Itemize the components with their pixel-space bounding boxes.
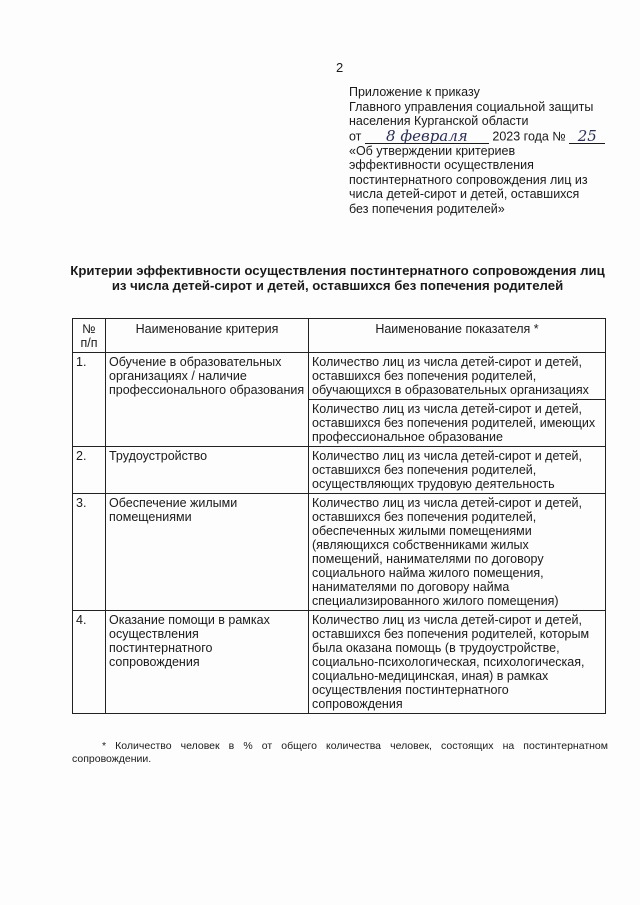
order-date-line: [349, 126, 614, 145]
subject-line: эффективности осуществления: [349, 158, 534, 172]
row-indicator: Количество лиц из числа детей-сирот и детей, оставшихся без попечения родителей, которым была оказана помощь (в трудоустройстве, социально-психологическая, психологическая, социально-медицинская, иная) в рамках осуществления постинтернатного сопровождения: [309, 611, 606, 714]
table-header-row: [73, 319, 606, 353]
row-criterion: Обеспечение жилыми помещениями: [106, 494, 309, 611]
subject-line: без попечения родителей»: [349, 201, 505, 216]
order-number-blank: [569, 126, 605, 145]
header-num: № п/п: [73, 319, 106, 353]
footnote: * Количество человек в % от общего количества человек, состоящих на постинтернатном сопровождении.: [72, 740, 608, 765]
header-line: Приложение к приказу: [349, 85, 480, 99]
handwritten-date: 8 февраля: [386, 126, 468, 145]
subject-line: числа детей-сирот и детей, оставшихся: [349, 187, 580, 201]
header-indicator: Наименование показателя *: [309, 319, 606, 353]
row-indicator: Количество лиц из числа детей-сирот и детей, оставшихся без попечения родителей, обучающихся в образовательных организациях: [309, 353, 606, 400]
subject-line: постинтернатного сопровождения лиц из: [349, 172, 588, 187]
row-criterion: Оказание помощи в рамках осуществления постинтернатного сопровождения: [106, 611, 309, 714]
title-line: из числа детей-сирот и детей, оставшихся без попечения родителей: [111, 278, 564, 293]
header-criterion: Наименование критерия: [106, 319, 309, 353]
row-indicator: Количество лиц из числа детей-сирот и детей, оставшихся без попечения родителей, осуществляющих трудовую деятельность: [309, 447, 606, 494]
order-date-blank: [365, 126, 489, 145]
row-criterion: Трудоустройство: [106, 447, 309, 494]
document-title: [55, 263, 620, 293]
order-year-text: 2023 года №: [492, 129, 566, 143]
table-row: [73, 494, 606, 611]
row-criterion: Обучение в образовательных организациях / наличие профессионального образования: [106, 353, 309, 447]
order-prefix: от: [349, 129, 362, 143]
table-row: [73, 611, 606, 714]
handwritten-number: 25: [577, 126, 597, 145]
table-row: [73, 447, 606, 494]
row-indicator: Количество лиц из числа детей-сирот и детей, оставшихся без попечения родителей, имеющих профессиональное образование: [309, 400, 606, 447]
row-num: 4.: [73, 611, 106, 714]
title-line: Критерии эффективности осуществления постинтернатного сопровождения лиц: [70, 263, 605, 278]
criteria-table: [72, 318, 606, 714]
row-indicator: Количество лиц из числа детей-сирот и детей, оставшихся без попечения родителей, обеспеченных жилыми помещениями (являющихся собственниками жилых помещений, нанимателями по договору социального найма жилого помещения, нанимателями по договору найма специализированного жилого помещения): [309, 494, 606, 611]
header-line: Главного управления социальной защиты: [349, 99, 594, 114]
row-num: 2.: [73, 447, 106, 494]
header-line: населения Курганской области: [349, 114, 529, 128]
row-num: 3.: [73, 494, 106, 611]
order-header: [349, 85, 614, 216]
subject-line: «Об утверждении критериев: [349, 143, 516, 158]
row-num: 1.: [73, 353, 106, 447]
table-row: [73, 353, 606, 400]
page-number: 2: [336, 60, 344, 75]
